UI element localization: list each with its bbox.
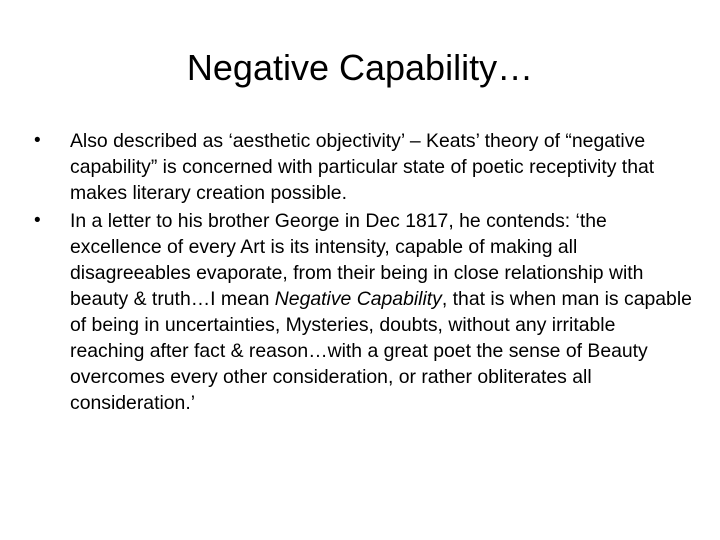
slide-title: Negative Capability… bbox=[186, 47, 534, 88]
bullet-text-before: In a letter to his brother George in Dec 1817, he contends: ‘the excellence of every Art is its intensity, capable of making all disagreeables evaporate, from their being in close relationship with beauty & truth…I mean bbox=[70, 210, 644, 310]
bullet-marker: • bbox=[34, 210, 41, 231]
bullet-text-after: , that is when man is capable of being in uncertainties, Mysteries, doubts, without any irritable reaching after fact & reason…with a great poet the sense of Beauty overcomes every other consideration, or rather obliterates all consideration.’ bbox=[70, 288, 692, 414]
bullet-item bbox=[34, 208, 694, 416]
bullet-list bbox=[34, 128, 694, 418]
bullet-emphasis: Negative Capability bbox=[274, 288, 442, 310]
bullet-text bbox=[70, 210, 692, 414]
bullet-marker: • bbox=[34, 130, 41, 151]
bullet-item bbox=[34, 128, 694, 206]
bullet-text: Also described as ‘aesthetic objectivity’ – Keats’ theory of “negative capability” is concerned with particular state of poetic receptivity that makes literary creation possible. bbox=[70, 130, 655, 204]
